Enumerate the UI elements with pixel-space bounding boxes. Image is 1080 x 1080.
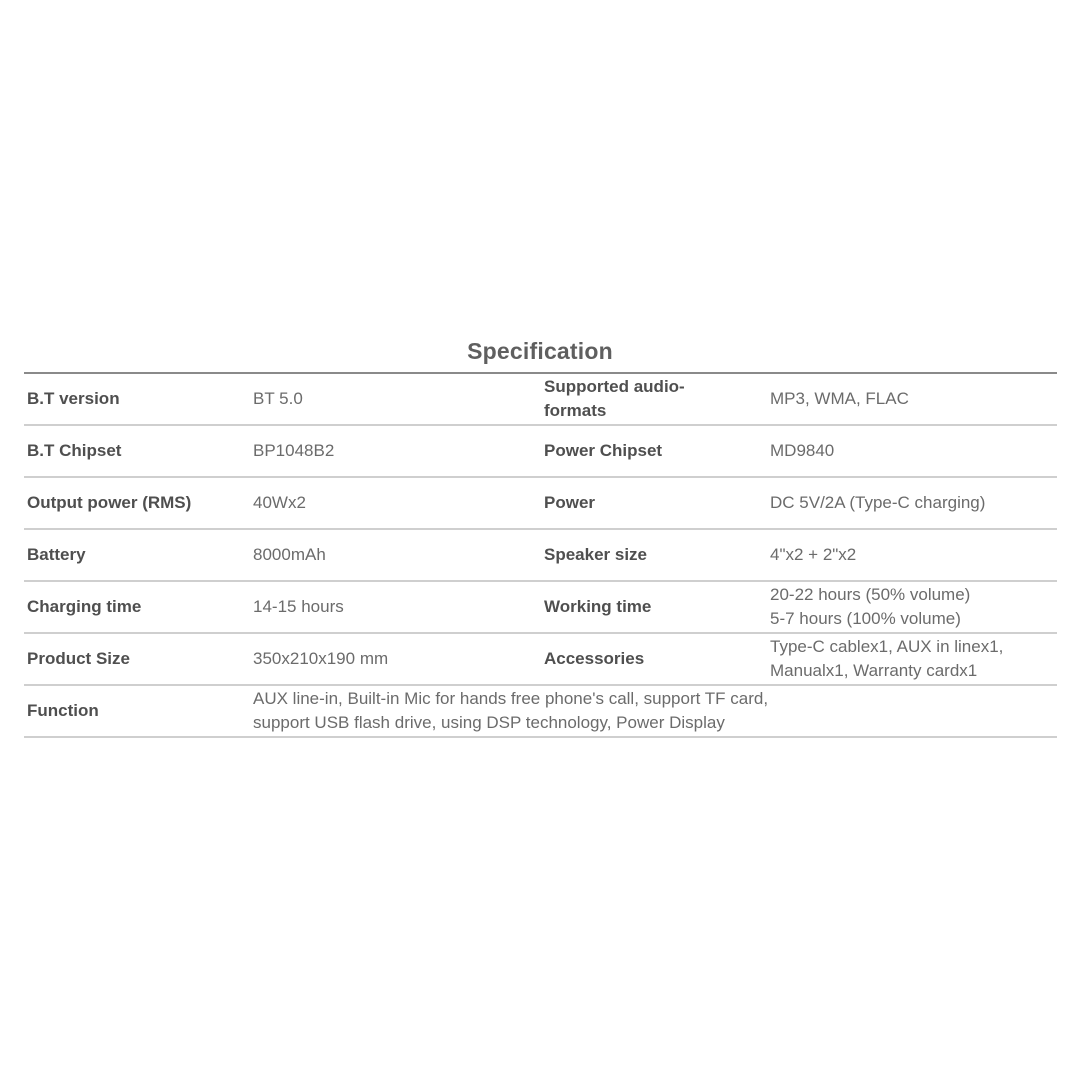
spec-value: 40Wx2 <box>253 493 306 512</box>
spec-value: 14-15 hours <box>253 597 344 616</box>
spec-label: B.T version <box>27 389 120 408</box>
spec-label-line: formats <box>544 401 607 420</box>
table-row <box>24 686 1057 738</box>
spec-label: Working time <box>544 597 652 616</box>
table-row <box>24 374 1057 426</box>
spec-value-line: 20-22 hours (50% volume) <box>770 585 971 604</box>
spec-value-line: support USB flash drive, using DSP technology, Power Display <box>253 713 725 732</box>
spec-label: Charging time <box>27 597 142 616</box>
spec-value-line: Manualx1, Warranty cardx1 <box>770 661 978 680</box>
spec-label: Product Size <box>27 649 130 668</box>
spec-value <box>770 582 1057 632</box>
spec-value: MP3, WMA, FLAC <box>770 389 909 408</box>
spec-value: BT 5.0 <box>253 389 303 408</box>
spec-label: Accessories <box>544 649 645 668</box>
table-row <box>24 478 1057 530</box>
spec-label: Battery <box>27 545 86 564</box>
spec-label: B.T Chipset <box>27 441 122 460</box>
spec-label: Power Chipset <box>544 441 663 460</box>
spec-label-line: Supported audio- <box>544 377 685 396</box>
table-row <box>24 426 1057 478</box>
spec-label: Function <box>27 701 99 720</box>
spec-value: MD9840 <box>770 441 835 460</box>
spec-label: Speaker size <box>544 545 648 564</box>
table-row <box>24 634 1057 686</box>
spec-value: DC 5V/2A (Type-C charging) <box>770 493 986 512</box>
spec-value: 8000mAh <box>253 545 326 564</box>
spec-value-line: 5-7 hours (100% volume) <box>770 609 961 628</box>
spec-label <box>544 374 744 424</box>
spec-label: Power <box>544 493 596 512</box>
spec-value-line: Type-C cablex1, AUX in linex1, <box>770 637 1004 656</box>
table-row <box>24 530 1057 582</box>
spec-value: BP1048B2 <box>253 441 335 460</box>
spec-value <box>770 634 1057 684</box>
spec-value-line: AUX line-in, Built-in Mic for hands free phone's call, support TF card, <box>253 689 769 708</box>
spec-label: Output power (RMS) <box>27 493 192 512</box>
table-row <box>24 582 1057 634</box>
page-title: Specification <box>467 338 613 364</box>
spec-value: 4"x2 + 2"x2 <box>770 545 857 564</box>
spec-value <box>253 686 1053 736</box>
spec-table <box>24 372 1057 738</box>
spec-value: 350x210x190 mm <box>253 649 389 668</box>
